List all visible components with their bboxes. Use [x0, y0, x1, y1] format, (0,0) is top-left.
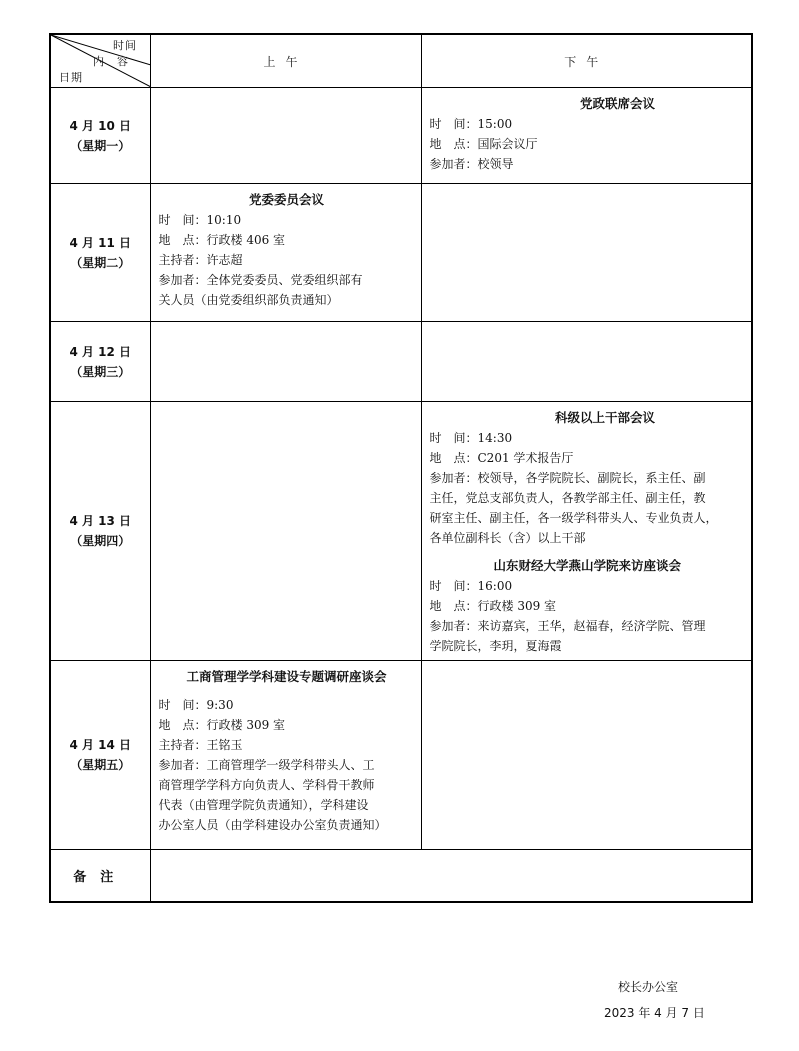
afternoon-cell	[421, 661, 752, 850]
meeting-title: 工商管理学学科建设专题调研座谈会	[186, 669, 387, 684]
weekday-label: （星期五）	[70, 758, 131, 772]
meeting-title: 党委委员会议	[248, 192, 324, 207]
afternoon-cell	[421, 88, 752, 184]
afternoon-header: 下午	[421, 34, 752, 88]
weekday-label: （星期三）	[70, 364, 131, 379]
table-row	[50, 184, 752, 322]
meeting-place: 地 点：行政楼 406 室	[158, 233, 286, 247]
issue-date: 2023 年 4 月 7 日	[604, 1006, 705, 1020]
meeting-attendees: 研室主任、副主任，各一级学科带头人、专业负责人，	[429, 511, 718, 525]
corner-header-cell	[50, 34, 150, 88]
afternoon-cell	[421, 322, 752, 402]
date-cell	[50, 661, 150, 850]
date-cell	[50, 322, 150, 402]
date-label: 4 月 14 日	[69, 738, 132, 752]
date-label: 4 月 11 日	[69, 235, 132, 250]
meeting-attendees: 参加者：校领导	[429, 157, 514, 171]
corner-time-label: 时间	[113, 39, 137, 52]
notes-row	[50, 850, 752, 902]
corner-date-label: 日期	[59, 71, 83, 84]
morning-cell	[150, 322, 421, 402]
meeting-place: 地 点：行政楼 309 室	[429, 599, 557, 613]
afternoon-cell	[421, 184, 752, 322]
table-row	[50, 322, 752, 402]
date-label: 4 月 12 日	[69, 344, 132, 359]
meeting-time: 时 间：10:10	[158, 213, 242, 227]
meeting-attendees: 学院院长，李玥，夏海霞	[429, 639, 562, 653]
meeting-attendees: 参加者：工商管理学一级学科带头人、工	[158, 758, 375, 772]
meeting-time: 时 间：16:00	[429, 579, 513, 593]
date-cell	[50, 184, 150, 322]
morning-cell	[150, 184, 421, 322]
morning-cell	[150, 402, 421, 661]
meeting-attendees: 办公室人员（由学科建设办公室负责通知）	[158, 818, 387, 832]
meeting-place: 地 点：国际会议厅	[429, 137, 538, 151]
meeting-time: 时 间：9:30	[158, 698, 234, 712]
issuing-office: 校长办公室	[618, 980, 679, 994]
meeting-attendees: 参加者：来访嘉宾，王华，赵福春，经济学院、管理	[429, 619, 706, 633]
corner-content-label: 内 容	[93, 55, 129, 68]
morning-cell	[150, 661, 421, 850]
header-row	[50, 34, 752, 88]
date-label: 4 月 13 日	[69, 514, 132, 528]
meeting-attendees: 参加者：全体党委委员、党委组织部有	[158, 273, 363, 287]
table-row	[50, 88, 752, 184]
meeting-title: 山东财经大学燕山学院来访座谈会	[493, 558, 681, 573]
afternoon-cell	[421, 402, 752, 661]
meeting-attendees: 关人员（由党委组织部负责通知）	[158, 293, 339, 307]
weekday-label: （星期二）	[70, 255, 131, 270]
morning-cell	[150, 88, 421, 184]
meeting-attendees: 代表（由管理学院负责通知），学科建设	[158, 798, 369, 812]
date-label: 4 月 10 日	[69, 118, 132, 133]
meeting-place: 地 点：C201 学术报告厅	[429, 451, 574, 465]
meeting-title: 党政联席会议	[579, 96, 655, 111]
table-row	[50, 402, 752, 661]
meeting-host: 主持者：许志超	[158, 253, 243, 267]
weekday-label: （星期四）	[70, 534, 131, 548]
meeting-time: 时 间：15:00	[429, 117, 513, 131]
meeting-title: 科级以上干部会议	[554, 410, 655, 425]
meeting-attendees: 商管理学学科方向负责人、学科骨干教师	[158, 778, 375, 792]
table-row	[50, 661, 752, 850]
meeting-host: 主持者：王铭玉	[158, 738, 243, 752]
meeting-attendees: 参加者：校领导，各学院院长、副院长，系主任、副	[429, 471, 706, 485]
notes-cell	[150, 850, 752, 902]
date-cell	[50, 402, 150, 661]
meeting-attendees: 主任，党总支部负责人，各教学部主任、副主任，教	[429, 491, 706, 505]
meeting-time: 时 间：14:30	[429, 431, 513, 445]
date-cell	[50, 88, 150, 184]
meeting-attendees: 各单位副科长（含）以上干部	[429, 531, 586, 545]
schedule-table	[49, 33, 753, 903]
meeting-place: 地 点：行政楼 309 室	[158, 718, 286, 732]
weekday-label: （星期一）	[70, 138, 131, 153]
morning-header: 上午	[150, 34, 421, 88]
notes-label: 备注	[50, 850, 150, 902]
